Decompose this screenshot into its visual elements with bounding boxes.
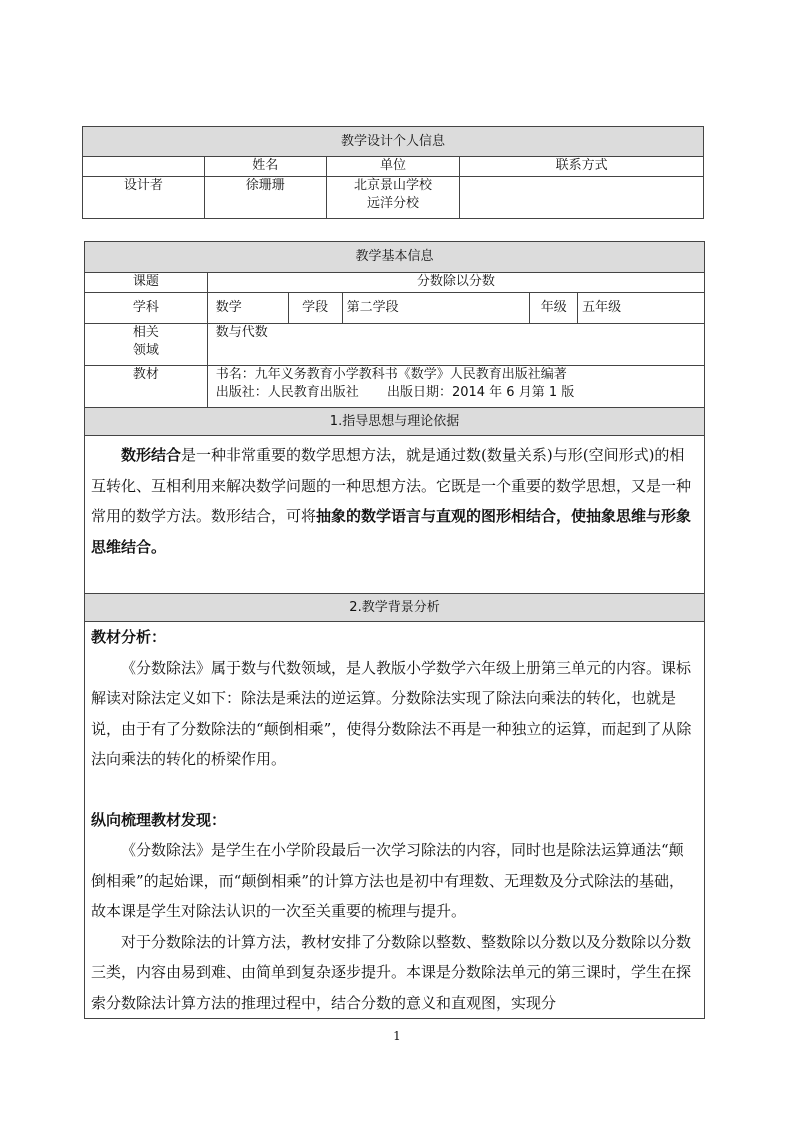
- stage-label: 学段: [288, 293, 342, 324]
- field-label: [85, 324, 208, 366]
- textbook-title: 书名：九年义务教育小学教科书《数学》人民教育出版社编著: [215, 367, 567, 382]
- basic-info-table: [84, 241, 705, 1019]
- unit-line-2: 远洋分校: [366, 196, 419, 211]
- unit-header: 单位: [326, 157, 460, 177]
- topic-label: 课题: [85, 273, 208, 293]
- personal-info-table: [82, 126, 704, 219]
- designer-contact: [460, 177, 704, 219]
- designer-label: 设计者: [83, 177, 205, 219]
- section-2-para-1: 《分数除法》属于数与代数领域，是人教版小学数学六年级上册第三单元的内容。课标解读对除法定义如下：除法是乘法的逆运算。分数除法实现了除法向乘法的转化，也就是说，由于有了分数除法的“颠倒相乘”，使得分数除法不再是一种独立的运算，而起到了从除法向乘法的转化的桥梁作用。: [91, 658, 692, 768]
- field-label-line-2: 领域: [132, 343, 159, 358]
- unit-line-1: 北京景山学校: [353, 178, 432, 193]
- section-1-paragraph: [91, 440, 698, 562]
- textbook-label: 教材: [85, 366, 208, 408]
- section-1-bold-start: 数形结合: [121, 446, 182, 464]
- textbook-date: 出版日期：2014 年 6 月第 1 版: [386, 385, 575, 400]
- empty-header-cell: [83, 157, 205, 177]
- designer-unit: [326, 177, 460, 219]
- section-1-bold-end: 抽象的数学语言与直观的图形相结合，使抽象思维与形象思维结合。: [91, 507, 692, 556]
- textbook-info: [207, 366, 704, 408]
- section-1-title: 1.指导思想与理论依据: [85, 408, 705, 436]
- grade-label: 年级: [530, 293, 578, 324]
- stage-value: 第二学段: [342, 293, 530, 324]
- topic-value: 分数除以分数: [207, 273, 704, 293]
- section-2-gap: [91, 775, 698, 805]
- subject-value: 数学: [207, 293, 288, 324]
- subject-label: 学科: [85, 293, 208, 324]
- contact-header: 联系方式: [460, 157, 704, 177]
- section-2-sub-1: 教材分析：: [91, 628, 167, 646]
- field-label-line-1: 相关: [132, 325, 159, 340]
- name-header: 姓名: [204, 157, 326, 177]
- section-2-para-3: 对于分数除法的计算方法，教材安排了分数除以整数、整数除以分数以及分数除以分数三类，内容由易到难、由简单到复杂逐步提升。本课是分数除法单元的第三课时，学生在探索分数除法计算方法的推理过程中，结合分数的意义和直观图，实现分: [91, 932, 692, 1012]
- designer-name: 徐珊珊: [204, 177, 326, 219]
- grade-value: 五年级: [578, 293, 705, 324]
- section-2-sub-2: 纵向梳理教材发现：: [91, 810, 227, 829]
- section-1-text: 是一种非常重要的数学思想方法，就是通过数(数量关系)与形(空间形式)的相互转化、互相利用来解决数学问题的一种思想方法。它既是一个重要的数学思想，又是一种常用的数学方法。数形结合，可将: [91, 446, 692, 525]
- basic-info-title: 教学基本信息: [85, 242, 705, 273]
- section-1-body: [85, 436, 705, 594]
- personal-info-title: 教学设计个人信息: [83, 127, 704, 157]
- section-2-para-2: 《分数除法》是学生在小学阶段最后一次学习除法的内容，同时也是除法运算通法“颠倒相乘”的起始课，而“颠倒相乘”的计算方法也是初中有理数、无理数及分式除法的基础，故本课是学生对除法认识的一次至关重要的梳理与提升。: [91, 841, 685, 920]
- section-2-body: [85, 622, 705, 1019]
- textbook-publication: [216, 384, 704, 402]
- field-value: 数与代数: [207, 324, 704, 366]
- page-number: 1: [393, 1029, 401, 1043]
- section-2-title: 2.教学背景分析: [85, 594, 705, 622]
- textbook-publisher: 出版社：人民教育出版社: [215, 385, 359, 400]
